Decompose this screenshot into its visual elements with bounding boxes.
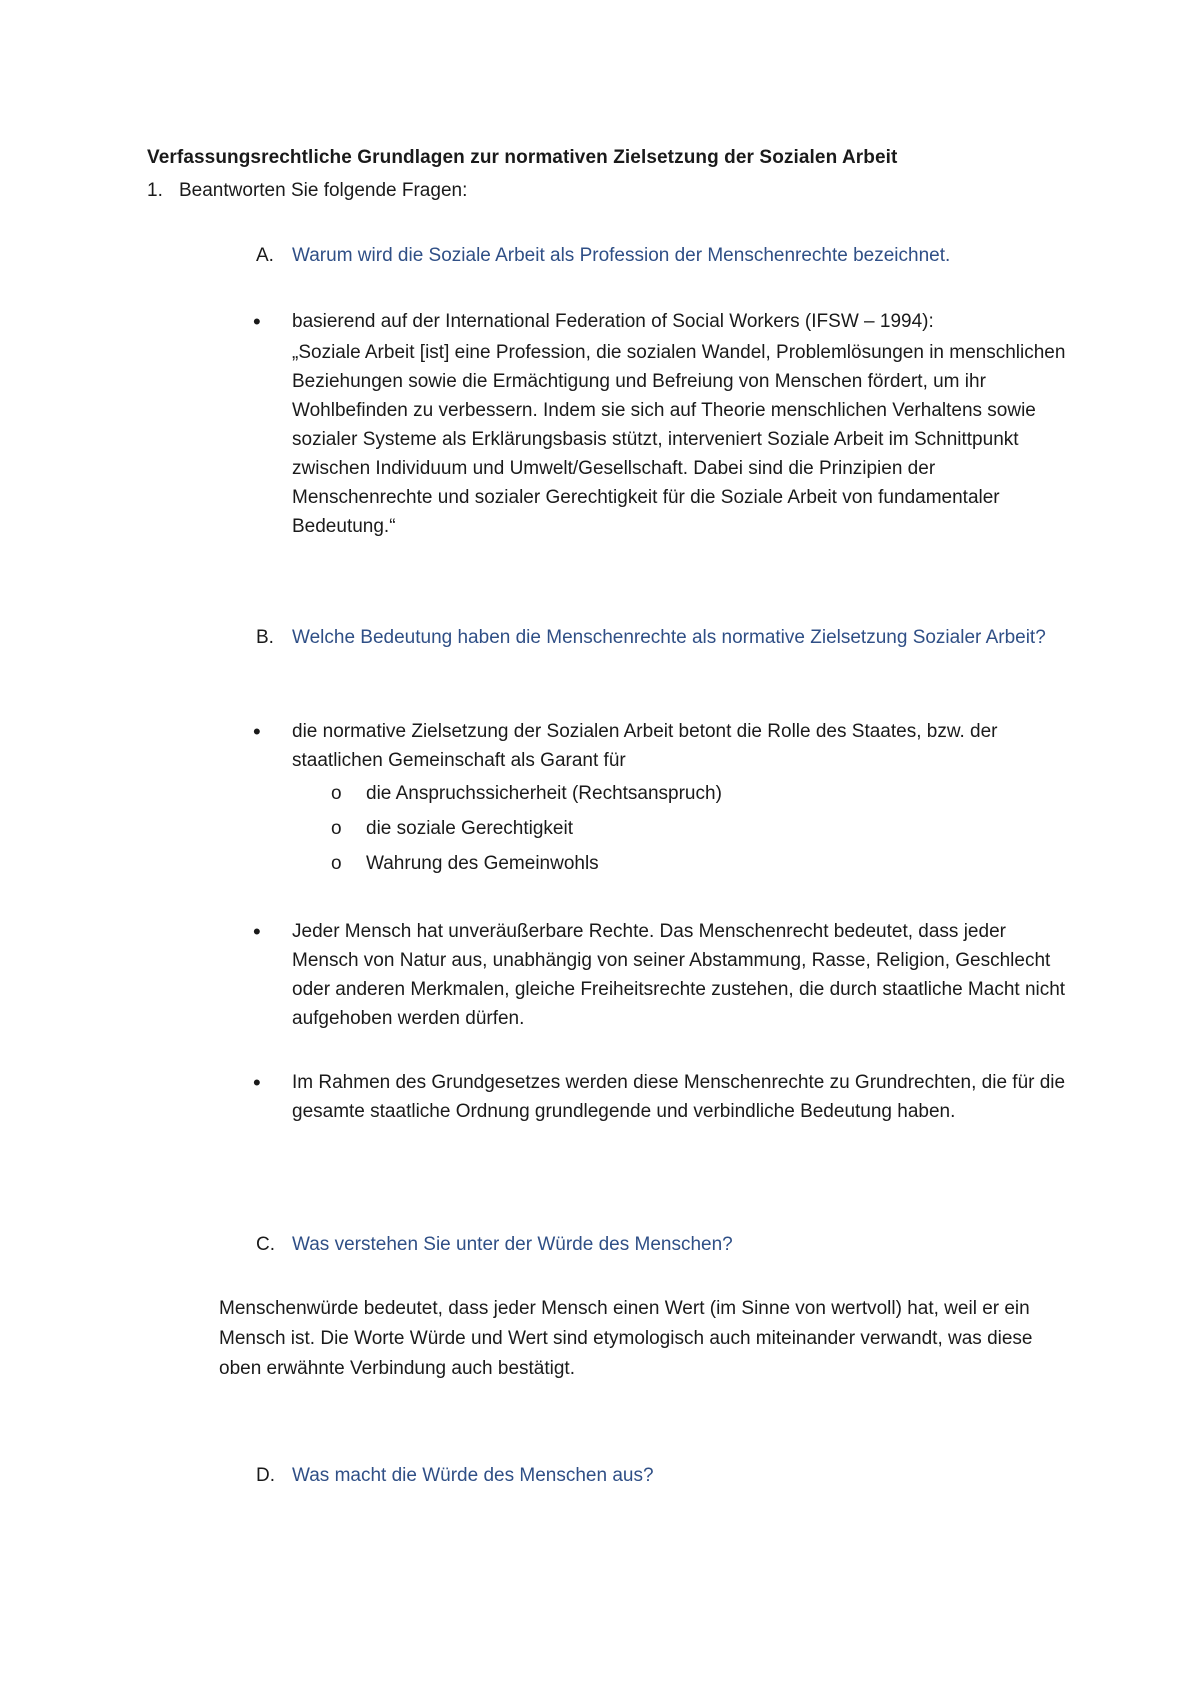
- answer-b-bullet-2: [253, 917, 1073, 1033]
- sub-bullet-icon: o: [331, 783, 342, 804]
- question-c-letter: C.: [256, 1234, 275, 1255]
- answer-b-sub-item-1: [331, 779, 722, 808]
- answer-a-bullet-1: [253, 307, 1073, 541]
- question-b-letter: B.: [256, 627, 274, 648]
- question-c-text: Was verstehen Sie unter der Würde des Menschen?: [292, 1234, 733, 1255]
- bullet-icon: •: [253, 719, 261, 744]
- bullet-icon: •: [253, 919, 261, 944]
- question-a: [256, 241, 1056, 270]
- sub-bullet-icon: o: [331, 818, 342, 839]
- question-b-text: Welche Bedeutung haben die Menschenrechte als normative Zielsetzung Sozialer Arbeit?: [292, 627, 1046, 648]
- question-d-letter: D.: [256, 1465, 275, 1486]
- answer-c-paragraph: Menschenwürde bedeutet, dass jeder Mensch einen Wert (im Sinne von wertvoll) hat, weil er ein Mensch ist. Die Worte Würde und Wert sind etymologisch auch miteinander verwandt, was diese oben erwähnte Verbindung auch bestätigt.: [219, 1298, 1033, 1379]
- answer-a-quote: „Soziale Arbeit [ist] eine Profession, die sozialen Wandel, Problemlösungen in menschlichen Beziehungen sowie die Ermächtigung und Befreiung von Menschen fördert, um ihr Wohlbefinden zu verbessern. Indem sie sich auf Theorie menschlichen Verhaltens sowie sozialer Systeme als Erklärungsbasis stützt, interveniert Soziale Arbeit im Schnittpunkt zwischen Individuum und Umwelt/Gesellschaft. Dabei sind die Prinzipien der Menschenrechte und sozialer Gerechtigkeit für die Soziale Arbeit von fundamentaler Bedeutung.“: [292, 342, 1066, 537]
- sub-bullet-icon: o: [331, 853, 342, 874]
- answer-b-bullet-3: [253, 1068, 1073, 1126]
- question-d-text: Was macht die Würde des Menschen aus?: [292, 1465, 654, 1486]
- bullet-icon: •: [253, 1070, 261, 1095]
- task-instruction: [147, 180, 467, 202]
- task-number: 1.: [147, 180, 163, 201]
- answer-b-bullet-3-text: Im Rahmen des Grundgesetzes werden diese Menschenrechte zu Grundrechten, die für die gesamte staatliche Ordnung grundlegende und verbindliche Bedeutung haben.: [292, 1072, 1066, 1122]
- task-text: Beantworten Sie folgende Fragen:: [179, 180, 468, 201]
- question-a-letter: A.: [256, 245, 274, 266]
- answer-b-sub-item-3: [331, 849, 599, 878]
- sub-item-text: die soziale Gerechtigkeit: [366, 818, 573, 839]
- answer-b-bullet-1: [253, 717, 1073, 775]
- question-c: [256, 1230, 1056, 1259]
- answer-a-source: basierend auf der International Federation of Social Workers (IFSW – 1994):: [292, 311, 934, 332]
- question-d: [256, 1461, 1056, 1490]
- question-a-text: Warum wird die Soziale Arbeit als Profession der Menschenrechte bezeichnet.: [292, 245, 951, 266]
- answer-b-bullet-1-text: die normative Zielsetzung der Sozialen Arbeit betont die Rolle des Staates, bzw. der staatlichen Gemeinschaft als Garant für: [292, 721, 998, 771]
- answer-b-sub-item-2: [331, 814, 573, 843]
- answer-b-bullet-2-text: Jeder Mensch hat unveräußerbare Rechte. Das Menschenrecht bedeutet, dass jeder Mensch von Natur aus, unabhängig von seiner Abstammung, Rasse, Religion, Geschlecht oder anderen Merkmalen, gleiche Freiheitsrechte zustehen, die durch staatliche Macht nicht aufgehoben werden dürfen.: [292, 921, 1066, 1029]
- sub-item-text: Wahrung des Gemeinwohls: [366, 853, 599, 874]
- bullet-icon: •: [253, 309, 261, 334]
- document-title: Verfassungsrechtliche Grundlagen zur normativen Zielsetzung der Sozialen Arbeit: [147, 147, 898, 168]
- sub-item-text: die Anspruchssicherheit (Rechtsanspruch): [366, 783, 722, 804]
- question-b: [256, 623, 1046, 652]
